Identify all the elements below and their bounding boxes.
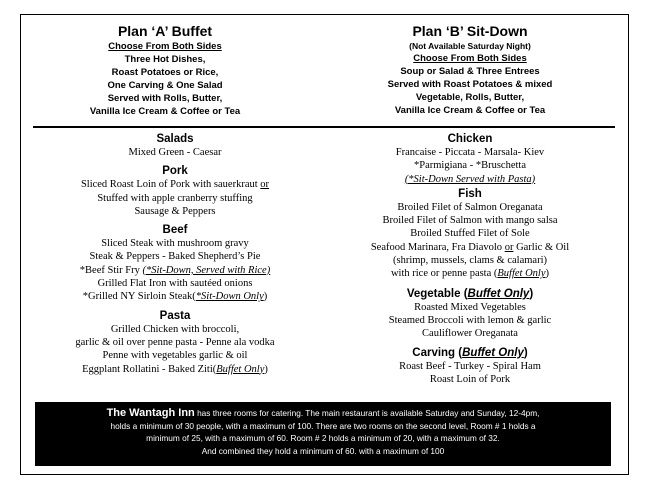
buffet-only-note: Buffet Only [462, 346, 524, 359]
menu-item: (*Sit-Down Served with Pasta) [404, 173, 536, 185]
chicken-heading: Chicken [447, 133, 493, 145]
info-line: minimum of 25, with a maximum of 60. Room # 2 holds a minimum of 20, with a maximum of 32. [146, 433, 500, 443]
menu-item: Eggplant Rollatini - Baked Ziti(Buffet Only) [82, 363, 268, 375]
info-line: holds a minimum of 30 people, with a maximum of 100. There are two rooms on the second level, Room # 1 holds a [110, 420, 536, 431]
menu-item: Francaise - Piccata - Marsala- Kiev [395, 147, 545, 158]
plan-b-line: Vegetable, Rolls, Butter, [415, 92, 525, 103]
menu-item: garlic & oil over penne pasta - Penne ala vodka [75, 336, 275, 348]
menu-item: Mixed Green - Caesar [128, 147, 222, 158]
buffet-only-note: Buffet Only [497, 268, 546, 280]
or-emphasis: or [504, 241, 514, 253]
plan-b-availability-note: (Not Available Saturday Night) [409, 41, 531, 51]
menu-item: Stuffed with apple cranberry stuffing [97, 192, 253, 204]
info-line: And combined they hold a minimum of 60. with a maximum of 100 [201, 445, 445, 456]
menu-item: Cauliflower Oreganata [422, 328, 518, 340]
menu-item: Sausage & Peppers [134, 205, 216, 217]
menu-item: *Grilled NY Sirloin Steak(*Sit-Down Only) [82, 291, 268, 303]
plan-a-header [40, 23, 290, 118]
fish-heading: Fish [458, 187, 482, 200]
beef-heading: Beef [162, 224, 188, 237]
menu-item: Roast Beef - Turkey - Spiral Ham [399, 360, 541, 372]
header-divider [33, 126, 615, 128]
menu-item: Roast Loin of Pork [429, 373, 511, 385]
info-line: The Wantagh Inn has three rooms for catering. The main restaurant is available Saturday and Sunday, 12-4pm, [106, 407, 540, 419]
or-emphasis: or [260, 179, 270, 191]
menu-item: Broiled Filet of Salmon with mango salsa [382, 215, 558, 227]
menu-item: Steamed Broccoli with lemon & garlic [388, 314, 552, 326]
menu-item: with rice or penne pasta (Buffet Only) [390, 268, 550, 280]
menu-item: Grilled Chicken with broccoli, [110, 323, 240, 335]
left-menu-column [40, 132, 310, 376]
plan-a-title: Plan ‘A’ Buffet [117, 23, 213, 39]
salads-heading: Salads [156, 133, 194, 145]
menu-item: Steak & Peppers - Baked Shepherd’s Pie [89, 251, 261, 263]
plan-b-title: Plan ‘B’ Sit-Down [412, 23, 528, 39]
plan-b-choose: Choose From Both Sides [413, 53, 527, 64]
plan-a-line: Vanilla Ice Cream & Coffee or Tea [89, 106, 241, 117]
menu-item: (shrimp, mussels, clams & calamari) [393, 255, 547, 267]
plan-a-line: One Carving & One Salad [107, 80, 223, 91]
buffet-only-note: Buffet Only [216, 363, 265, 375]
plan-b-line: Served with Roast Potatoes & mixed [387, 79, 553, 90]
vegetable-heading: Vegetable (Buffet Only) [406, 287, 534, 300]
menu-item: Penne with vegetables garlic & oil [102, 350, 248, 362]
plan-a-line: Roast Potatoes or Rice, [111, 67, 219, 78]
menu-item: *Parmigiana - *Bruschetta [414, 160, 526, 172]
carving-heading: Carving (Buffet Only) [412, 346, 528, 359]
plan-b-header [330, 23, 610, 117]
menu-item: Broiled Stuffed Filet of Sole [410, 228, 530, 240]
menu-item: Broiled Filet of Salmon Oreganata [397, 201, 543, 213]
buffet-only-note: Buffet Only [467, 287, 530, 300]
restaurant-name: The Wantagh Inn [106, 407, 195, 419]
plan-b-line: Soup or Salad & Three Entrees [400, 66, 540, 77]
plan-a-line: Served with Rolls, Butter, [107, 93, 223, 104]
right-menu-column [330, 132, 610, 386]
menu-item: Sliced Steak with mushroom gravy [101, 238, 249, 250]
catering-info-box [35, 402, 611, 466]
menu-item: Sliced Roast Loin of Pork with sauerkraut or [80, 179, 270, 191]
pasta-heading: Pasta [159, 309, 191, 322]
menu-item: *Beef Stir Fry (*Sit-Down, Served with Rice) [79, 264, 271, 276]
sit-down-note: *Sit-Down Only [195, 291, 264, 303]
plan-b-line: Vanilla Ice Cream & Coffee or Tea [394, 105, 546, 116]
menu-item: Grilled Flat Iron with sautéed onions [97, 278, 253, 290]
plan-a-choose: Choose From Both Sides [108, 41, 222, 52]
menu-item: Seafood Marinara, Fra Diavolo or Garlic & Oil [370, 241, 570, 253]
plan-a-line: Three Hot Dishes, [124, 54, 206, 65]
pork-heading: Pork [162, 165, 188, 178]
sit-down-note: (*Sit-Down, Served with Rice) [142, 264, 271, 276]
menu-item: Roasted Mixed Vegetables [414, 301, 526, 313]
